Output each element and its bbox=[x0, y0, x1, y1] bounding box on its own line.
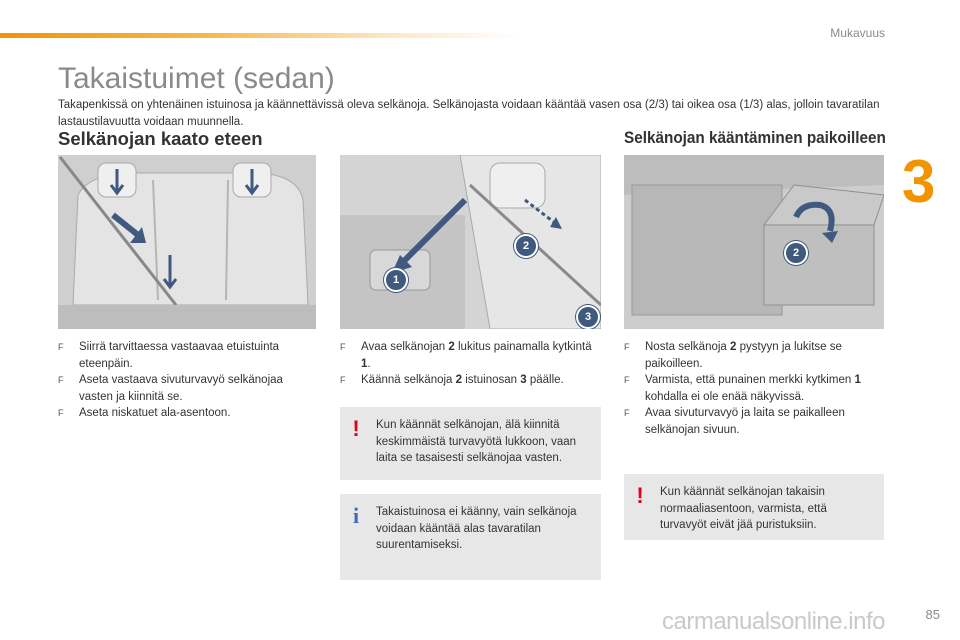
chapter-number: 3 bbox=[902, 148, 936, 215]
list-item: F Avaa sivuturvavyö ja laita se paikalleen selkänojan sivuun. bbox=[624, 407, 845, 436]
callout-2: 2 bbox=[514, 234, 538, 258]
page-title: Takaistuimet (sedan) bbox=[58, 62, 335, 95]
header-accent-bar bbox=[0, 33, 520, 38]
exclamation-icon: ! bbox=[352, 416, 360, 441]
right-section-heading: Selkänojan kääntäminen paikoilleen bbox=[624, 128, 886, 147]
list-item: F Avaa selkänojan 2 lukitus painamalla kytkintä 1. bbox=[340, 341, 592, 370]
left-section-heading: Selkänojan kaato eteen bbox=[58, 128, 263, 149]
arrow-bullet-icon: F bbox=[58, 342, 64, 352]
list-item: F Käännä selkänoja 2 istuinosan 3 päälle. bbox=[340, 372, 598, 389]
list-item: F Siirrä tarvittaessa vastaavaa etuistuinta eteenpäin. bbox=[58, 341, 280, 370]
exclamation-icon: ! bbox=[636, 483, 644, 508]
warning-note-fold: ! Kun käännät selkänojan, älä kiinnitä keskimmäistä turvavyötä lukkoon, vaan laita se tasaisesti selkänojaa vasten. bbox=[340, 407, 601, 480]
arrow-bullet-icon: F bbox=[624, 408, 630, 418]
list-item: F Aseta vastaava sivuturvavyö selkänojaa vasten ja kiinnitä se. bbox=[58, 374, 283, 403]
backrest-return-illustration bbox=[624, 155, 884, 329]
list-item: F Aseta niskatuet ala-asentoon. bbox=[58, 405, 308, 422]
section-label: Mukavuus bbox=[830, 26, 885, 40]
backrest-release-illustration bbox=[340, 155, 601, 329]
page-number: 85 bbox=[925, 607, 940, 622]
callout-1: 1 bbox=[384, 268, 408, 292]
right-bullet-list bbox=[624, 339, 882, 438]
left-bullet-list bbox=[58, 339, 308, 422]
arrow-bullet-icon: F bbox=[624, 342, 630, 352]
arrow-bullet-icon: F bbox=[340, 342, 346, 352]
arrow-bullet-icon: F bbox=[624, 375, 630, 385]
callout-3: 3 bbox=[576, 305, 600, 329]
callout-2-return: 2 bbox=[784, 241, 808, 265]
list-item: F Nosta selkänoja 2 pystyyn ja lukitse se paikoilleen. bbox=[624, 341, 842, 370]
arrow-bullet-icon: F bbox=[58, 375, 64, 385]
watermark: carmanualsonline.info bbox=[662, 608, 885, 635]
warning-note-return: ! Kun käännät selkänojan takaisin normaaliasentoon, varmista, että turvavyöt eivät jää puristuksiin. bbox=[624, 474, 884, 540]
info-note: i Takaistuinosa ei käänny, vain selkänoja voidaan kääntää alas tavaratilan suurentamiseksi. bbox=[340, 494, 601, 580]
arrow-bullet-icon: F bbox=[58, 408, 64, 418]
rear-seat-illustration bbox=[58, 155, 316, 329]
arrow-bullet-icon: F bbox=[340, 375, 346, 385]
intro-paragraph: Takapenkissä on yhtenäinen istuinosa ja käännettävissä oleva selkänoja. Selkänojasta voidaan kääntää vasen osa (2/3) tai oikea osa (1/3) alas, jolloin tavaratilan lastaustilavuutta voidaan muunnella. bbox=[58, 99, 880, 128]
list-item: F Varmista, että punainen merkki kytkimen 1 kohdalla ei ole enää näkyvissä. bbox=[624, 374, 861, 403]
info-icon: i bbox=[352, 503, 360, 528]
middle-bullet-list bbox=[340, 339, 598, 389]
